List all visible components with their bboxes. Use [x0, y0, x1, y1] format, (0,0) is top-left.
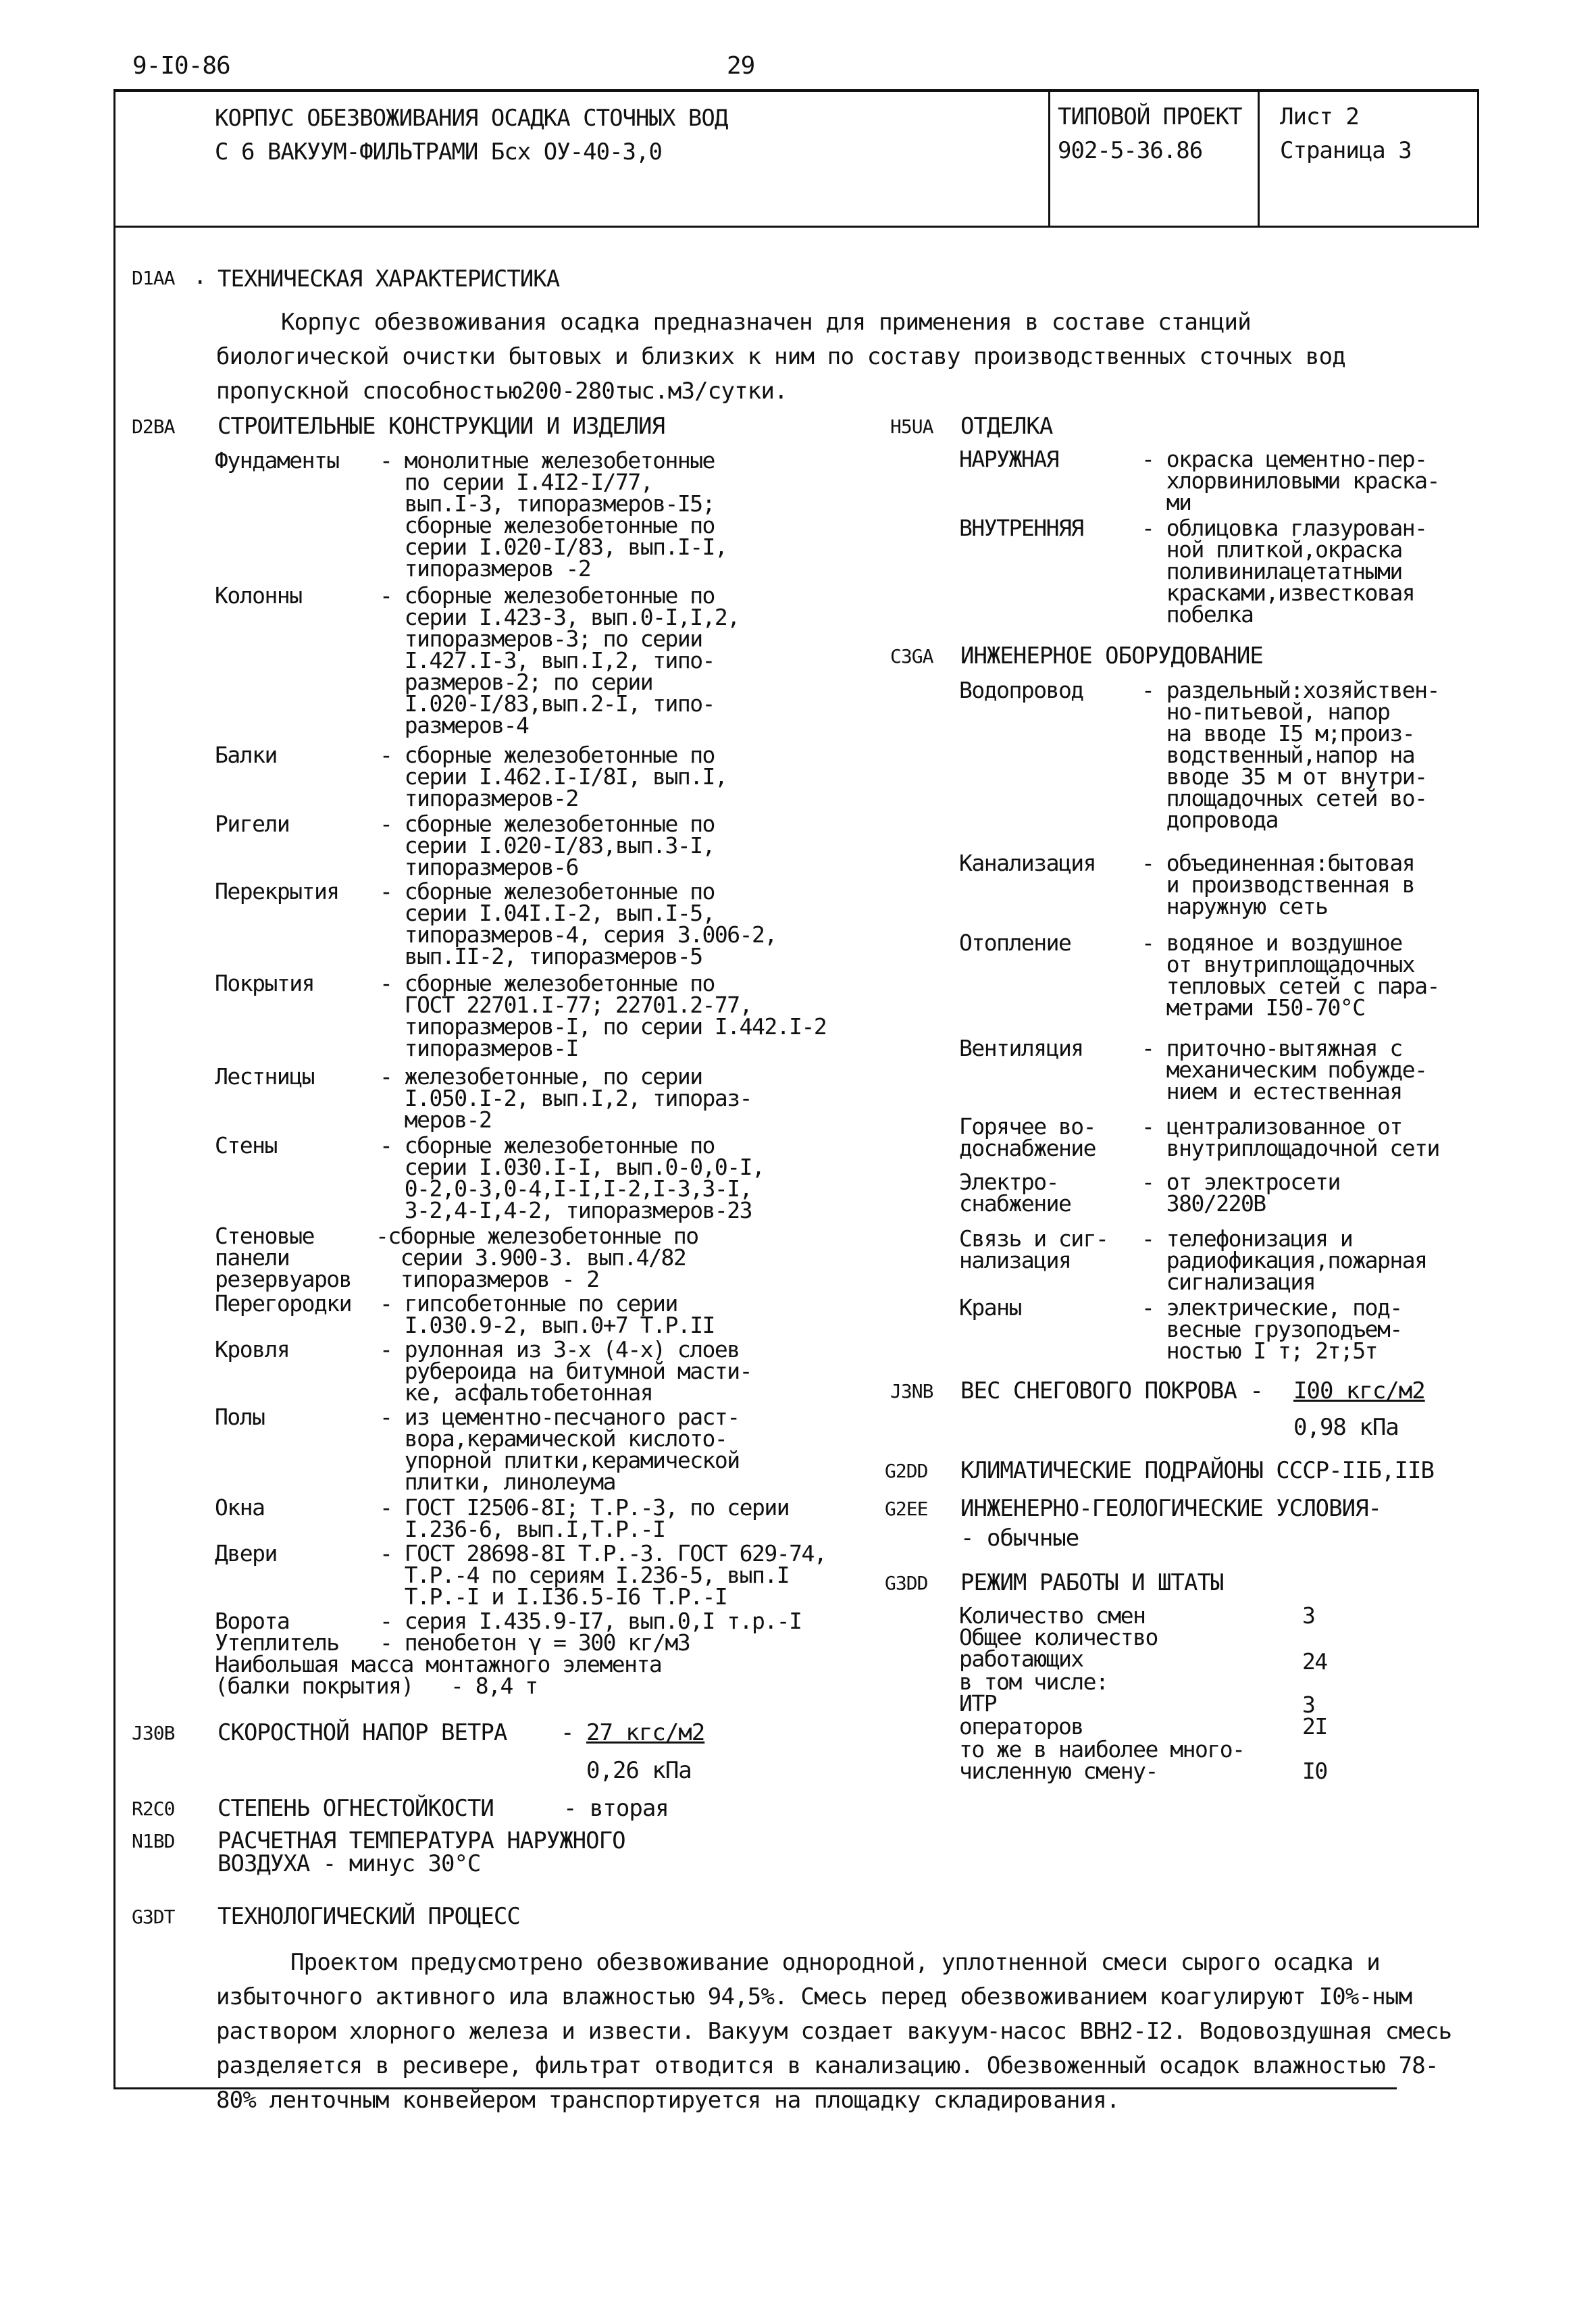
structure-text: - серия I.435.9-I7, вып.0,I т.р.-I	[380, 1608, 802, 1634]
document-title-line-1: КОРПУС ОБЕЗВОЖИВАНИЯ ОСАДКА СТОЧНЫХ ВОД	[215, 105, 728, 132]
structure-text: - ГОСТ I2506-8I; Т.Р.-3, по серии I.236-6, вып.I,Т.Р.-I	[380, 1494, 790, 1542]
finish-text: - окраска цементно-пер- хлорвиниловыми краска- ми	[1141, 446, 1439, 515]
equipment-label: Вентиляция	[959, 1035, 1083, 1061]
equipment-text: - электрические, под- весные грузоподъем- ностью I т; 2т;5т	[1141, 1294, 1402, 1364]
structure-text: -сборные железобетонные по серии 3.900-3. вып.4/82 типоразмеров - 2	[376, 1223, 698, 1292]
equipment-text: - централизованное от внутриплощадочной сети	[1141, 1113, 1439, 1161]
staff-row-value: I0	[1302, 1758, 1327, 1784]
section-arrow: .	[193, 263, 207, 290]
wind-dash: -	[561, 1719, 574, 1746]
wind-value-kpa: 0,26 кПа	[586, 1757, 692, 1784]
sheet-number: Лист 2	[1280, 103, 1359, 130]
temperature-line-1: РАСЧЕТНАЯ ТЕМПЕРАТУРА НАРУЖНОГО	[217, 1827, 625, 1854]
section-code-staff: G3DD	[885, 1572, 928, 1594]
structure-label: Стеновые панели резервуаров	[215, 1223, 352, 1292]
staff-row-label: Количество смен	[959, 1602, 1145, 1629]
staff-row-label: в том числе: ИТР	[959, 1669, 1108, 1717]
structure-text: - сборные железобетонные по серии I.423-3, вып.0-I,I,2, типоразмеров-3; по серии I.427.I-3, вып.I,2, типо- размеров-2; по серии I.020-I/83,вып.2-I, типо- размеров-4	[380, 582, 740, 738]
equipment-label: Связь и сиг- нализация	[959, 1225, 1108, 1273]
max-mass-line-1: Наибольшая масса монтажного элемента	[215, 1651, 662, 1677]
section-title-finish: ОТДЕЛКА	[960, 413, 1053, 440]
structure-label: Перегородки	[215, 1290, 352, 1317]
section-title-process: ТЕХНОЛОГИЧЕСКИЙ ПРОЦЕСС	[217, 1903, 520, 1930]
snow-label: ВЕС СНЕГОВОГО ПОКРОВА -	[960, 1377, 1263, 1404]
staff-row-label: операторов	[959, 1713, 1083, 1739]
structure-text: - сборные железобетонные по серии I.020-I/83,вып.3-I, типоразмеров-6	[380, 811, 715, 880]
staff-row-value: 3	[1302, 1692, 1315, 1718]
structure-text: - сборные железобетонные по серии I.04I.I-2, вып.I-5, типоразмеров-4, серия 3.006-2, вып.II-2, типоразмеров-5	[380, 878, 777, 969]
geology-text: ИНЖЕНЕРНО-ГЕОЛОГИЧЕСКИЕ УСЛОВИЯ-	[960, 1495, 1382, 1522]
document-title-line-2: С 6 ВАКУУМ-ФИЛЬТРАМИ Бсх ОУ-40-3,0	[215, 138, 662, 166]
wind-label: СКОРОСТНОЙ НАПОР ВЕТРА	[217, 1719, 507, 1746]
page-number: 29	[727, 52, 755, 80]
equipment-label: Канализация	[959, 850, 1096, 876]
structure-label: Стены	[215, 1132, 277, 1159]
structure-text: - ГОСТ 28698-8I Т.Р.-3. ГОСТ 629-74, Т.Р.-4 по сериям I.236-5, вып.I Т.Р.-I и I.I36.5-I6 Т.Р.-I	[380, 1540, 827, 1610]
equipment-label: Водопровод	[959, 677, 1083, 703]
finish-label: ВНУТРЕННЯЯ	[959, 515, 1083, 541]
equipment-label: Отопление	[959, 930, 1071, 956]
equipment-text: - телефонизация и радиофикация,пожарная сигнализация	[1141, 1225, 1427, 1295]
staff-row-value: 24	[1302, 1648, 1327, 1675]
structure-label: Полы	[215, 1404, 265, 1430]
project-number: 902-5-36.86	[1058, 137, 1203, 164]
staff-row-value: 3	[1302, 1602, 1315, 1629]
fire-label: СТЕПЕНЬ ОГНЕСТОЙКОСТИ	[217, 1795, 494, 1822]
fire-value: - вторая	[563, 1795, 669, 1822]
wind-value: 27 кгс/м2	[586, 1719, 705, 1746]
structure-text: - гипсобетонные по серии I.030.9-2, вып.0+7 Т.Р.II	[380, 1290, 715, 1338]
equipment-text: - раздельный:хозяйствен- но-питьевой, напор на вводе I5 м;произ- водственный,напор на вводе 35 м от внутри- площадочных сетей во- допровода	[1141, 677, 1439, 833]
equipment-text: - от электросети 380/220В	[1141, 1169, 1340, 1217]
climate-text: КЛИМАТИЧЕСКИЕ ПОДРАЙОНЫ СССР-IIБ,IIВ	[960, 1457, 1434, 1484]
section-code-equipment: С3GА	[890, 645, 933, 667]
equipment-label: Краны	[959, 1294, 1021, 1321]
structure-label: Лестницы	[215, 1063, 314, 1090]
section-title-staff: РЕЖИМ РАБОТЫ И ШТАТЫ	[960, 1569, 1224, 1596]
structure-label: Окна	[215, 1494, 265, 1521]
structure-text: - железобетонные, по серии I.050.I-2, вып.I,2, типораз- меров-2	[380, 1063, 752, 1133]
section-code-tech: D1АА	[132, 267, 175, 289]
section-code-process: G3DТ	[132, 1906, 175, 1928]
equipment-label: Горячее во- доснабжение	[959, 1113, 1096, 1161]
equipment-label: Электро- снабжение	[959, 1169, 1071, 1217]
snow-value: I00 кгс/м2	[1293, 1377, 1425, 1404]
structure-label: Утеплитель	[215, 1629, 339, 1656]
structure-text: - пенобетон γ = 300 кг/м3	[380, 1629, 690, 1656]
staff-row-label: Общее количество работающих	[959, 1624, 1158, 1672]
project-label: ТИПОВОЙ ПРОЕКТ	[1058, 103, 1242, 130]
finish-label: НАРУЖНАЯ	[959, 446, 1058, 472]
structure-label: Двери	[215, 1540, 277, 1567]
equipment-text: - объединенная:бытовая и производственная в наружную сеть	[1141, 850, 1415, 919]
equipment-text: - водяное и воздушное от внутриплощадочных тепловых сетей с пара- метрами I50-70°С	[1141, 930, 1439, 1021]
staff-row-label: то же в наиболее много- численную смену-	[959, 1736, 1245, 1784]
section-code-fire: R2С0	[132, 1798, 175, 1820]
finish-text: - облицовка глазурован- ной плиткой,окраска поливинилацетатными красками,известковая побелка	[1141, 515, 1427, 628]
structure-text: - сборные железобетонные по серии I.030.I-I, вып.0-0,0-I, 0-2,0-3,0-4,I-I,I-2,I-3,3-I, 3-2,4-I,4-2, типоразмеров-23	[380, 1132, 765, 1223]
structure-text: - сборные железобетонные по ГОСТ 22701.I-77; 22701.2-77, типоразмеров-I, по серии I.442.I-2 типоразмеров-I	[380, 970, 827, 1061]
section-code-climate: G2DD	[885, 1460, 928, 1482]
section-title-structures: СТРОИТЕЛЬНЫЕ КОНСТРУКЦИИ И ИЗДЕЛИЯ	[217, 413, 665, 440]
structure-text: - сборные железобетонные по серии I.462.I-I/8I, вып.I, типоразмеров-2	[380, 742, 727, 811]
section-code-snow: J3NВ	[890, 1380, 933, 1402]
structure-text: - рулонная из 3-х (4-х) слоев рубероида на битумной масти- ке, асфальтобетонная	[380, 1336, 752, 1406]
section-code-geology: G2ЕЕ	[885, 1498, 928, 1520]
equipment-text: - приточно-вытяжная с механическим побужде- нием и естественная	[1141, 1035, 1427, 1104]
snow-value-kpa: 0,98 кПа	[1293, 1414, 1399, 1441]
tech-paragraph: Корпус обезвоживания осадка предназначен для применения в составе станций биологической очистки бытовых и близких к ним по составу производственных сточных вод пропускной способностью200-280тыс.м3/сутки.	[216, 309, 1345, 405]
structure-label: Фундаменты	[215, 447, 339, 474]
structure-label: Балки	[215, 742, 277, 768]
section-code-finish: Н5UА	[890, 415, 933, 438]
structure-text: - монолитные железобетонные по серии I.4I2-I/77, вып.I-3, типоразмеров-I5; сборные железобетонные по серии I.020-I/83, вып.I-I, типоразмеров -2	[380, 447, 727, 582]
geology-value: - обычные	[960, 1525, 1079, 1552]
page-code: 9-I0-86	[132, 52, 230, 80]
section-code-structures: D2ВА	[132, 415, 175, 438]
structure-label: Ригели	[215, 811, 290, 837]
structure-label: Ворота	[215, 1608, 290, 1634]
page-label: Страница 3	[1280, 137, 1412, 164]
section-title-equipment: ИНЖЕНЕРНОЕ ОБОРУДОВАНИЕ	[960, 642, 1263, 669]
structure-text: - из цементно-песчаного раст- вора,керамической кислото- упорной плитки,керамической плитки, линолеума	[380, 1404, 740, 1495]
structure-label: Покрытия	[215, 970, 314, 996]
staff-row-value: 2I	[1302, 1713, 1327, 1739]
temperature-line-2: ВОЗДУХА - минус 30°С	[217, 1850, 481, 1877]
process-paragraph: Проектом предусмотрено обезвоживание однородной, уплотненной смеси сырого осадка и избыточного активного ила влажностью 94,5%. Смесь перед обезвоживанием коагулируют I0%-ным раствором хлорного железа и извести. Вакуум создает вакуум-насос ВВН2-I2. Водовоздушная смесь разделяется в ресивере, фильтрат отводится в канализацию. Обезвоженный осадок влажностью 78-80% ленточным конвейером транспортируется на площадку складирования.	[216, 1949, 1452, 2114]
section-title-tech: ТЕХНИЧЕСКАЯ ХАРАКТЕРИСТИКА	[217, 265, 560, 293]
structure-label: Кровля	[215, 1336, 290, 1363]
structure-label: Перекрытия	[215, 878, 339, 905]
section-code-temperature: N1ВD	[132, 1830, 175, 1852]
structure-label: Колонны	[215, 582, 302, 609]
max-mass-line-2: (балки покрытия) - 8,4 т	[215, 1673, 538, 1699]
section-code-wind: J30В	[132, 1722, 175, 1744]
